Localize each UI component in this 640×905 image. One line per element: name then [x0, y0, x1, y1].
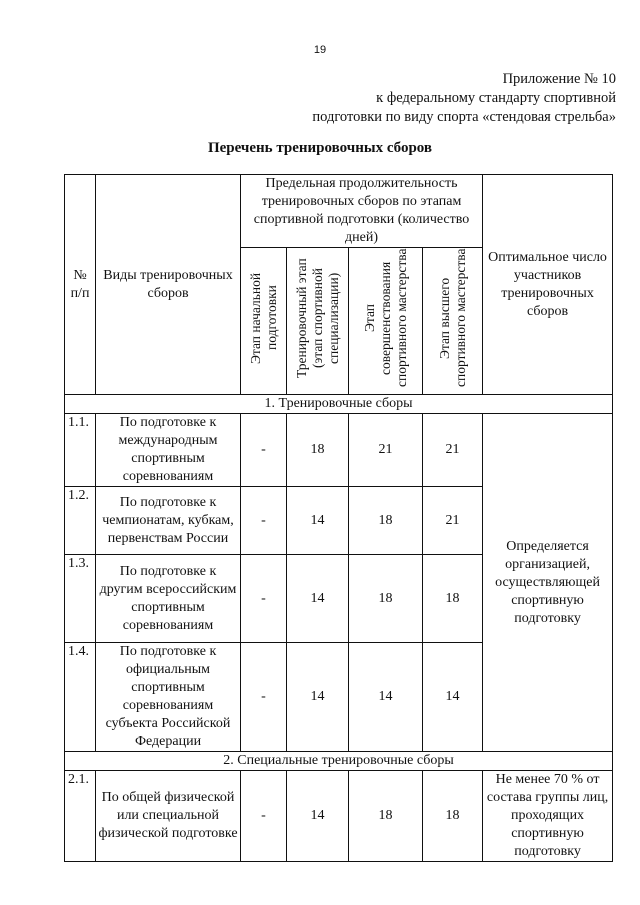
- row-name: По общей физической или специальной физической подготовке: [96, 771, 241, 862]
- row-name: По подготовке к другим всероссийским спортивным соревнованиям: [96, 555, 241, 643]
- row-value-stage1: -: [241, 487, 287, 555]
- header-stage-initial: [241, 248, 287, 395]
- row-name: По подготовке к чемпионатам, кубкам, первенствам России: [96, 487, 241, 555]
- appendix-heading: [312, 70, 616, 127]
- header-stage-improvement: [349, 248, 423, 395]
- row-number: 2.1.: [65, 771, 96, 862]
- section-training-camps: 1. Тренировочные сборы: [65, 395, 613, 414]
- page-number: 19: [313, 44, 327, 56]
- row-value-stage4: 18: [423, 771, 483, 862]
- header-max-duration: Предельная продолжительность тренировочных сборов по этапам спортивной подготовки (количество дней): [241, 175, 483, 248]
- row-number: 1.3.: [65, 555, 96, 643]
- header-stage-improvement-text: Этап совершенствования спортивного мастерства: [361, 248, 409, 388]
- appendix-line-3: подготовки по виду спорта «стендовая стрельба»: [312, 109, 616, 125]
- header-camp-type: Виды тренировочных сборов: [96, 175, 241, 395]
- row-value-stage2: 14: [287, 487, 349, 555]
- header-optimal-participants: Оптимальное число участников тренировочных сборов: [483, 175, 613, 395]
- row-value-stage1: -: [241, 414, 287, 487]
- table-row: [65, 771, 613, 862]
- section1-optimal-participants: Определяется организацией, осуществляющей спортивную подготовку: [483, 414, 613, 752]
- row-value-stage2: 14: [287, 643, 349, 752]
- header-stage-highest: [423, 248, 483, 395]
- row-value-stage1: -: [241, 643, 287, 752]
- header-stage-highest-text: Этап высшего спортивного мастерства: [436, 248, 468, 388]
- row-value-stage4: 21: [423, 414, 483, 487]
- row-name: По подготовке к международным спортивным соревнованиям: [96, 414, 241, 487]
- header-number: № п/п: [65, 175, 96, 395]
- row-value-stage2: 14: [287, 771, 349, 862]
- row-value-stage4: 14: [423, 643, 483, 752]
- row-value-stage4: 21: [423, 487, 483, 555]
- row-value-stage3: 21: [349, 414, 423, 487]
- appendix-line-1: Приложение № 10: [502, 71, 616, 87]
- row-value-stage1: -: [241, 555, 287, 643]
- row-number: 1.2.: [65, 487, 96, 555]
- row-value-stage4: 18: [423, 555, 483, 643]
- row-value-stage3: 14: [349, 643, 423, 752]
- row-value-stage1: -: [241, 771, 287, 862]
- row-value-stage3: 18: [349, 555, 423, 643]
- row-value-stage3: 18: [349, 771, 423, 862]
- document-title: Перечень тренировочных сборов: [207, 140, 433, 156]
- section-special-camps: 2. Специальные тренировочные сборы: [65, 752, 613, 771]
- table-row: [65, 414, 613, 487]
- header-stage-training: [287, 248, 349, 395]
- training-camps-table: [64, 174, 613, 862]
- appendix-line-2: к федеральному стандарту спортивной: [376, 90, 616, 106]
- header-stage-initial-text: Этап начальной подготовки: [247, 272, 279, 364]
- header-stage-training-text: Тренировочный этап (этап спортивной специализации): [293, 258, 341, 378]
- row-value-stage2: 14: [287, 555, 349, 643]
- row-value-stage2: 18: [287, 414, 349, 487]
- row21-optimal-participants: Не менее 70 % от состава группы лиц, проходящих спортивную подготовку: [483, 771, 613, 862]
- row-value-stage3: 18: [349, 487, 423, 555]
- row-name: По подготовке к официальным спортивным соревнованиям субъекта Российской Федерации: [96, 643, 241, 752]
- row-number: 1.1.: [65, 414, 96, 487]
- row-number: 1.4.: [65, 643, 96, 752]
